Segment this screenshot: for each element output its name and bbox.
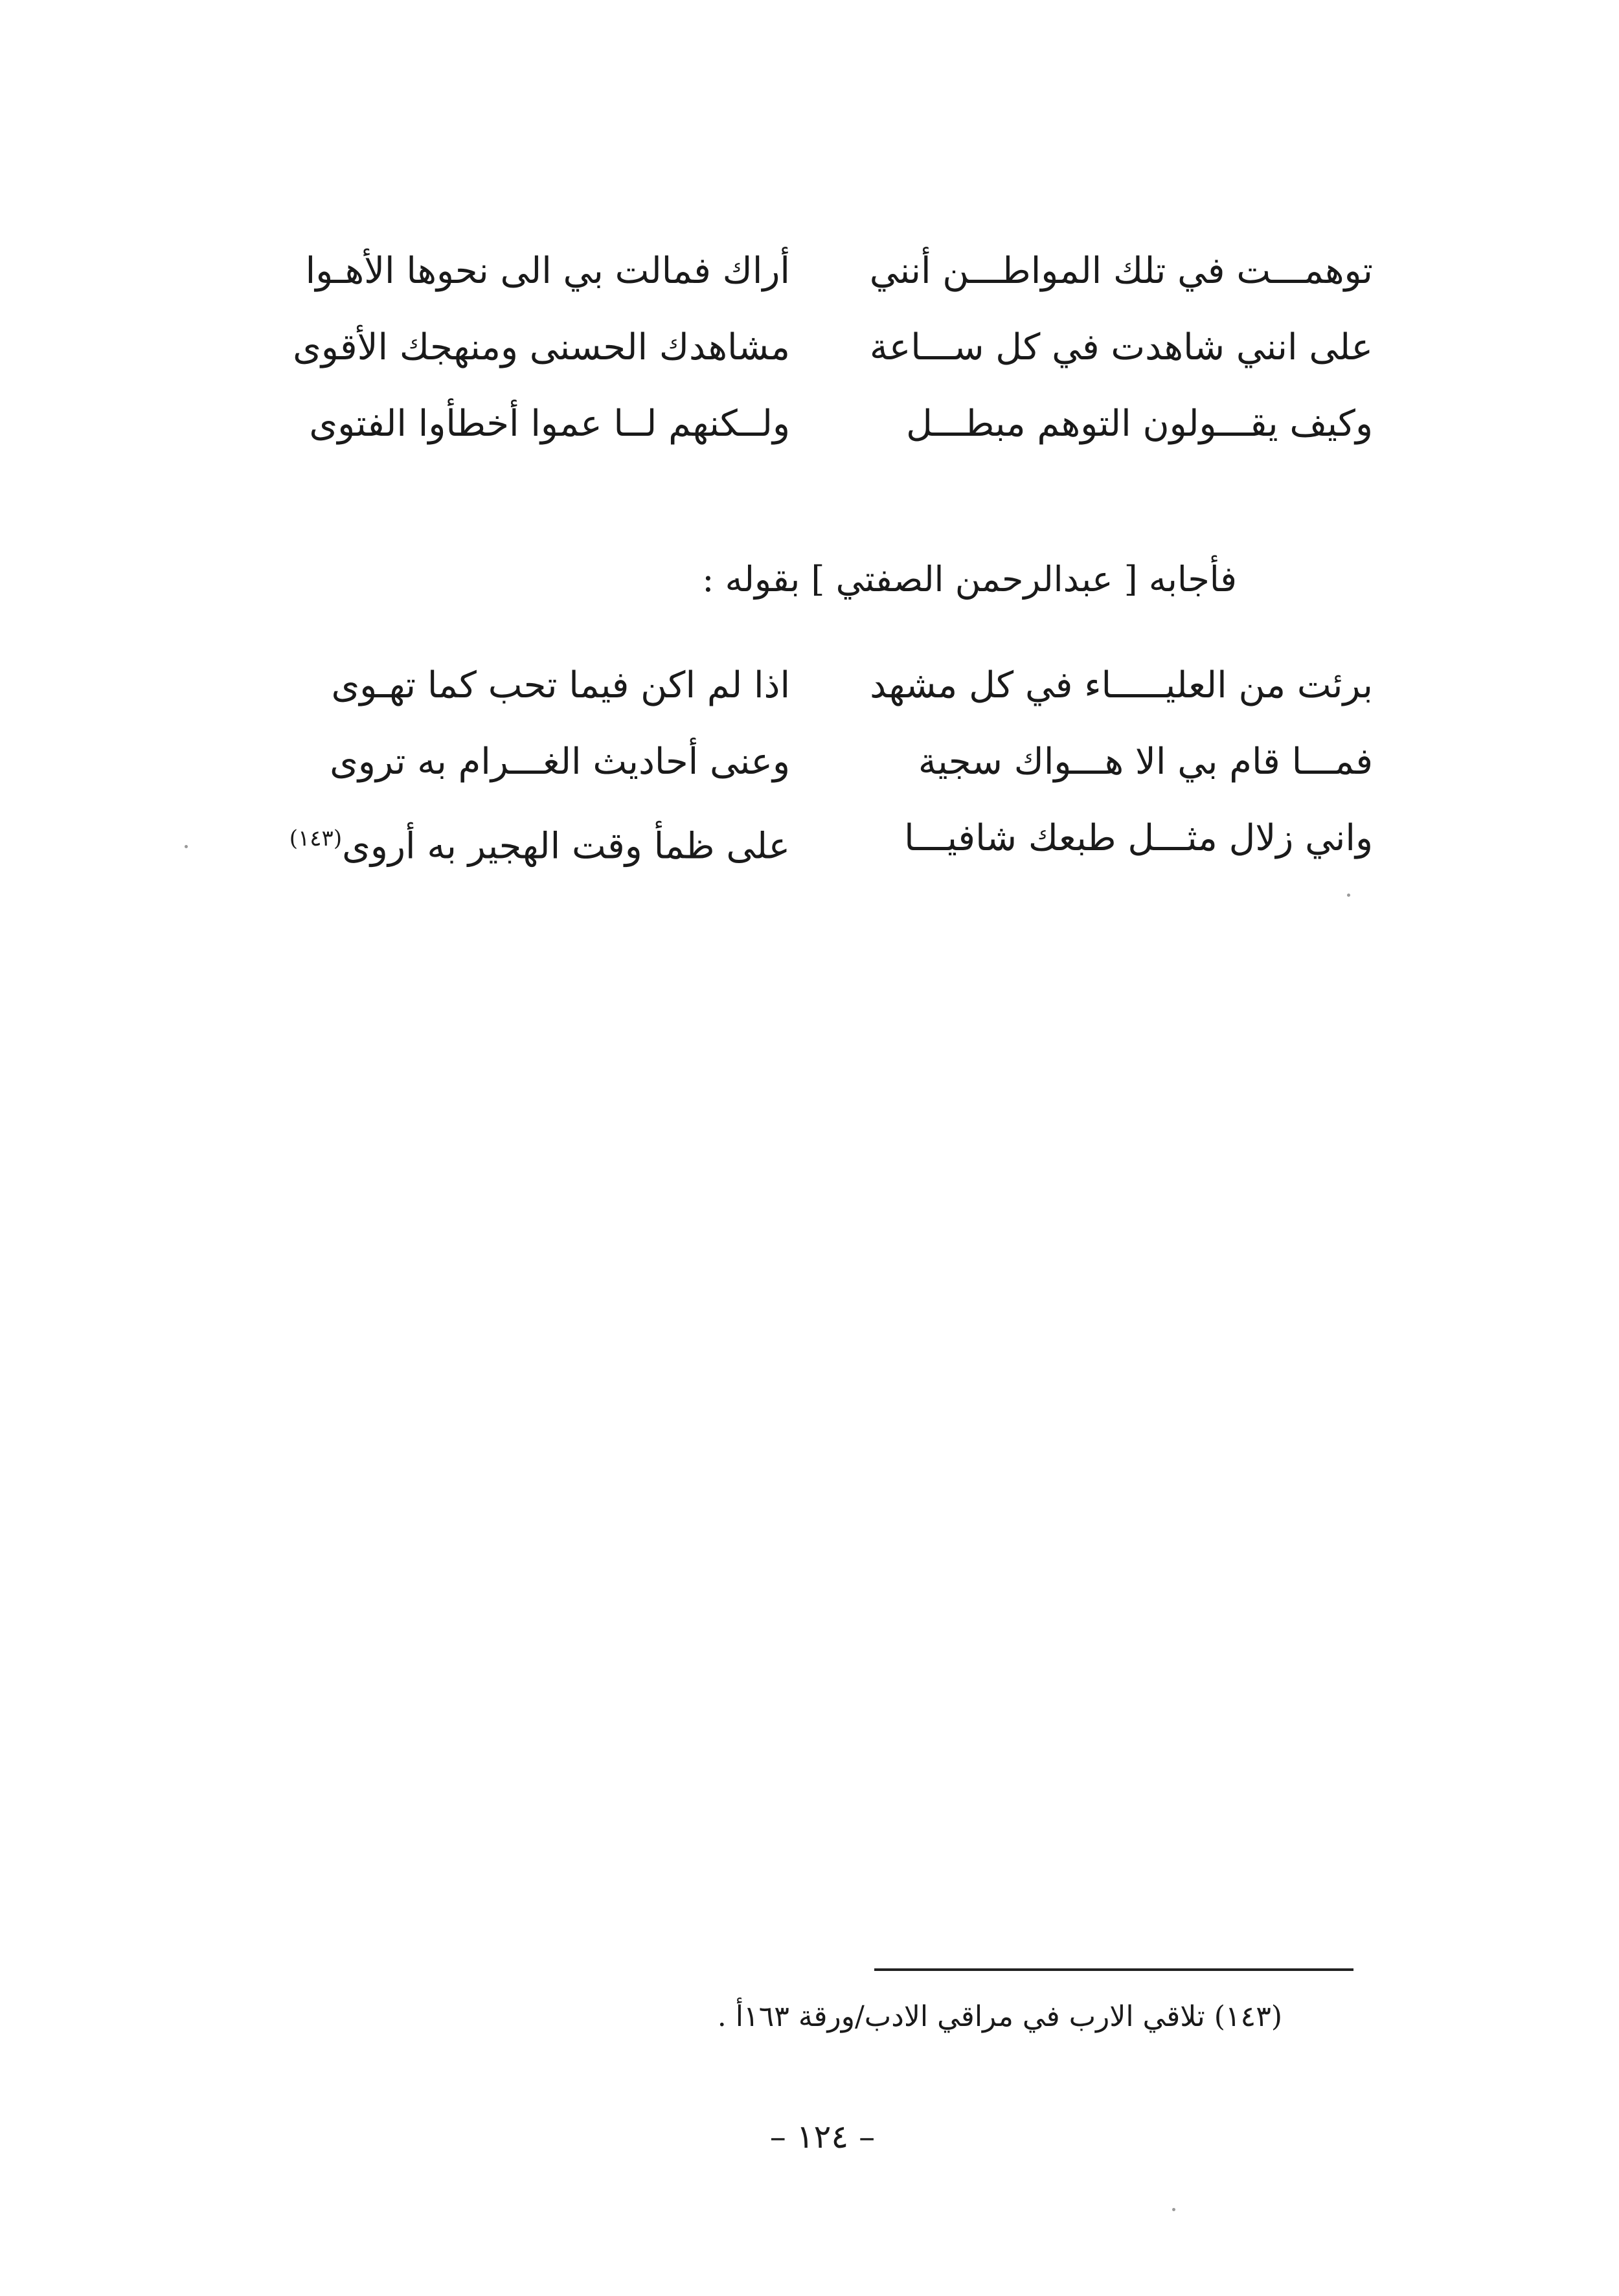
verse-line <box>298 724 1373 800</box>
footnote: (١٤٣) تلاقي الارب في مراقي الادب/ورقة ١٦٣أ . <box>717 2000 1282 2033</box>
verse-line <box>298 647 1373 724</box>
verse-first-hemistich: فمـــا قام بي الا هـــواك سجية <box>918 741 1373 783</box>
verse-second-hemistich-text: على ظمأ وقت الهجير به أروى <box>342 825 790 868</box>
scan-speck <box>1172 2208 1175 2211</box>
verse-first-hemistich: وكيف يقـــولون التوهم مبطـــل <box>906 403 1373 445</box>
poem-first <box>293 233 1373 462</box>
verse-line <box>298 233 1373 310</box>
verse-second-hemistich: أراك فمالت بي الى نحوها الأهـوا <box>305 250 790 292</box>
verse-second-hemistich: اذا لم اكن فيما تحب كما تهـوى <box>331 664 790 706</box>
verse-first-hemistich: واني زلال مثـــل طبعك شافيـــا <box>904 817 1373 859</box>
verse-second-hemistich <box>289 800 790 885</box>
verse-second-hemistich: مشاهدك الحسنى ومنهجك الأقوى <box>293 326 790 368</box>
verse-line <box>289 800 1373 877</box>
verse-first-hemistich: برئت من العليـــــاء في كل مشهد <box>870 664 1373 706</box>
reply-intro: فأجابه [ عبدالرحمن الصفتي ] بقوله : <box>702 559 1237 600</box>
verse-second-hemistich: ولــكنهم لــا عموا أخطأوا الفتوى <box>309 403 790 445</box>
verse-line <box>298 386 1373 462</box>
footnote-reference: (١٤٣) <box>289 826 343 851</box>
page-number: – ١٢٤ – <box>769 2118 876 2155</box>
footnote-divider <box>874 1968 1353 1971</box>
poem-second <box>289 647 1373 877</box>
verse-line <box>293 310 1373 386</box>
verse-first-hemistich: توهمـــت في تلك المواطـــن أنني <box>869 250 1373 292</box>
scan-speck <box>1347 894 1350 897</box>
verse-second-hemistich: وعنى أحاديث الغـــرام به تروى <box>330 741 790 783</box>
verse-first-hemistich: على انني شاهدت في كل ســـاعة <box>869 326 1373 368</box>
scan-speck <box>185 845 188 848</box>
